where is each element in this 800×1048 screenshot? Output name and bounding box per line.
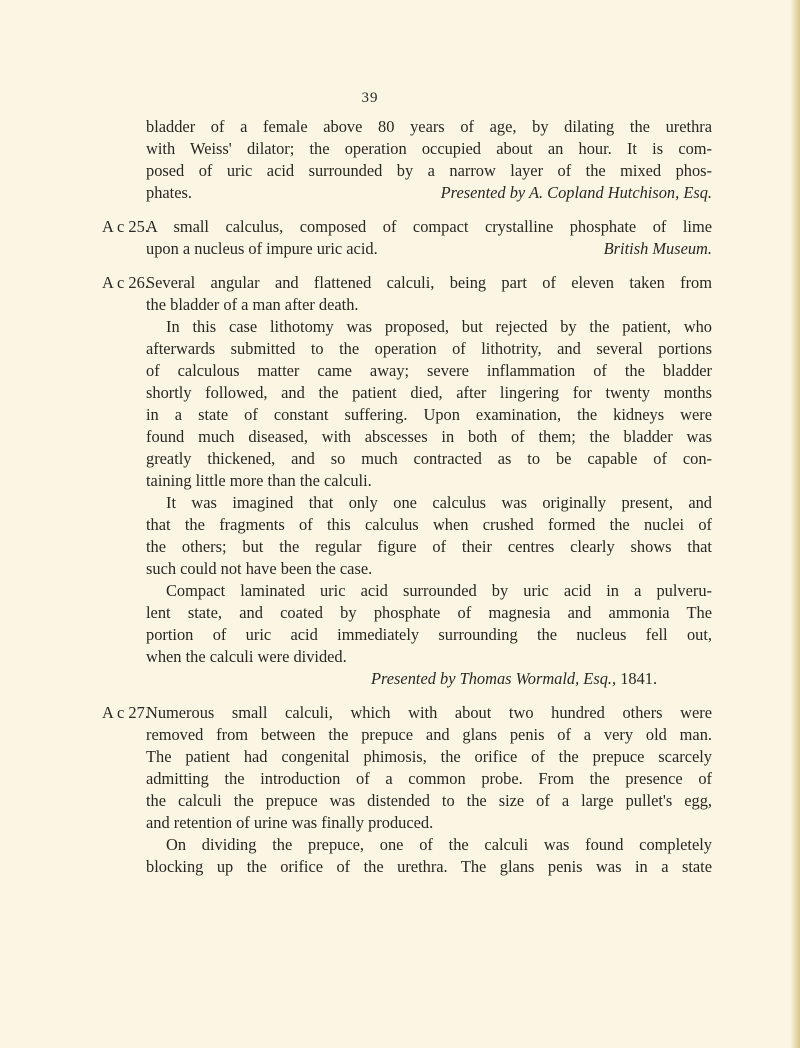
ac26-p1-line-1: Several angular and flattened calculi, being part of eleven taken from: [146, 273, 712, 292]
ac26-p4-line-1: Compact laminated uric acid surrounded by uric acid in a pulveru-: [166, 581, 712, 600]
text-line: [0, 160, 800, 182]
text-line: [0, 404, 800, 426]
ac27-p2-line-2: blocking up the orifice of the urethra. The glans penis was in a state: [146, 857, 712, 876]
continued-last-line: phates.: [146, 183, 192, 202]
ac26-p2-line-5: in a state of constant suffering. Upon examination, the kidneys were: [146, 405, 712, 424]
text-line: [0, 668, 800, 690]
continued-line-1: bladder of a female above 80 years of age, by dilating the urethra: [146, 117, 712, 136]
text-line: [0, 624, 800, 646]
ac27-p1-line-3: The patient had congenital phimosis, the orifice of the prepuce scarcely: [146, 747, 712, 766]
text-line: [0, 448, 800, 470]
text-line: [0, 768, 800, 790]
ac26-p2-line-4: shortly followed, and the patient died, after lingering for twenty months: [146, 383, 712, 402]
ac26-p2-line-1: In this case lithotomy was proposed, but rejected by the patient, who: [166, 317, 712, 336]
ac25-line-1: A small calculus, composed of compact crystalline phosphate of lime: [146, 217, 712, 236]
ac26-p2-line-2: afterwards submitted to the operation of lithotrity, and several portions: [146, 339, 712, 358]
ac27-p1-line-4: admitting the introduction of a common probe. From the presence of: [146, 769, 712, 788]
text-line: [0, 182, 800, 204]
ac26-p2-line-6: found much diseased, with abscesses in both of them; the bladder was: [146, 427, 712, 446]
text-line: [0, 426, 800, 448]
ac26-p2-line-3: of calculous matter came away; severe inflammation of the bladder: [146, 361, 712, 380]
ac26-p3-line-2: that the fragments of this calculus when crushed formed the nuclei of: [146, 515, 712, 534]
ac25-attribution: British Museum.: [603, 239, 712, 258]
entry-label-ac26: A c 26.: [102, 273, 149, 292]
text-line: [0, 294, 800, 316]
entry-gap: [0, 204, 800, 216]
text-line: [0, 360, 800, 382]
text-line: [0, 470, 800, 492]
continued-attribution: Presented by A. Copland Hutchison, Esq.: [440, 183, 712, 202]
entry-label-ac27: A c 27.: [102, 703, 149, 722]
text-line: [0, 812, 800, 834]
text-line: [0, 238, 800, 260]
catalogue-text: [0, 116, 800, 878]
text-line: [0, 856, 800, 878]
ac26-p4-line-2: lent state, and coated by phosphate of magnesia and ammonia The: [146, 603, 712, 622]
text-line: [0, 216, 800, 238]
ac26-p3-line-4: such could not have been the case.: [146, 559, 373, 578]
ac26-p4-line-4: when the calculi were divided.: [146, 647, 347, 666]
text-line: [0, 138, 800, 160]
text-line: [0, 646, 800, 668]
text-line: [0, 492, 800, 514]
ac26-p1-line-2: the bladder of a man after death.: [146, 295, 359, 314]
text-line: [0, 702, 800, 724]
ac27-p1-line-5: the calculi the prepuce was distended to the size of a large pullet's egg,: [146, 791, 712, 810]
ac26-p3-line-1: It was imagined that only one calculus was originally present, and: [166, 493, 712, 512]
ac26-p3-line-3: the others; but the regular figure of their centres clearly shows that: [146, 537, 712, 556]
continued-line-2: with Weiss' dilator; the operation occupied about an hour. It is com-: [146, 139, 712, 158]
continued-line-3: posed of uric acid surrounded by a narrow layer of the mixed phos-: [146, 161, 712, 180]
ac27-p1-line-6: and retention of urine was finally produced.: [146, 813, 434, 832]
ac26-attribution-name: Presented by Thomas Wormald, Esq.,: [371, 669, 617, 688]
text-line: [0, 316, 800, 338]
text-line: [0, 834, 800, 856]
entry-label-ac25: A c 25.: [102, 217, 149, 236]
text-line: [0, 558, 800, 580]
entry-gap: [0, 690, 800, 702]
ac27-p1-line-1: Numerous small calculi, which with about two hundred others were: [146, 703, 712, 722]
text-line: [0, 514, 800, 536]
ac26-attribution: [371, 668, 657, 690]
text-line: [0, 338, 800, 360]
ac27-p1-line-2: removed from between the prepuce and glans penis of a very old man.: [146, 725, 712, 744]
ac26-attribution-year: 1841.: [620, 669, 658, 688]
text-line: [0, 602, 800, 624]
text-line: [0, 272, 800, 294]
page-number: 39: [361, 90, 379, 106]
text-line: [0, 116, 800, 138]
ac27-p2-line-1: On dividing the prepuce, one of the calculi was found completely: [166, 835, 712, 854]
text-line: [0, 536, 800, 558]
ac26-p2-line-7: greatly thickened, and so much contracted as to be capable of con-: [146, 449, 712, 468]
ac25-last-line: upon a nucleus of impure uric acid.: [146, 239, 378, 258]
ac26-p2-line-8: taining little more than the calculi.: [146, 471, 372, 490]
text-line: [0, 746, 800, 768]
text-line: [0, 580, 800, 602]
text-line: [0, 790, 800, 812]
entry-gap: [0, 260, 800, 272]
text-line: [0, 382, 800, 404]
text-line: [0, 724, 800, 746]
ac26-p4-line-3: portion of uric acid immediately surrounding the nucleus fell out,: [146, 625, 712, 644]
